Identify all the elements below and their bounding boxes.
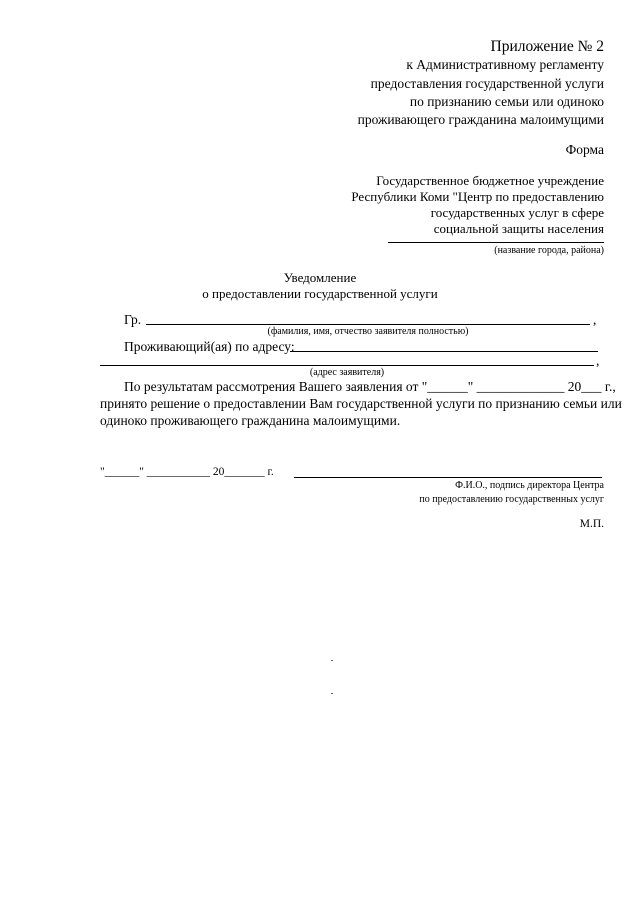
signature-date: "______" ___________ 20_______ г. xyxy=(100,466,274,478)
city-caption: (название города, района) xyxy=(494,245,604,256)
scan-speck xyxy=(331,660,333,661)
citizen-name-line xyxy=(146,324,590,325)
scan-speck xyxy=(331,693,333,694)
city-line xyxy=(388,242,604,243)
notice-title: Уведомление xyxy=(283,270,357,285)
citizen-comma: , xyxy=(593,312,597,327)
notice-subtitle: о предоставлении государственной услуги xyxy=(202,286,438,301)
appendix-line: по признанию семьи или одиноко xyxy=(409,94,604,109)
stamp-label: М.П. xyxy=(579,518,604,530)
address-caption: (адрес заявителя) xyxy=(309,367,385,378)
decision-line: По результатам рассмотрения Вашего заявления от "______" _____________ 20___ г., xyxy=(124,379,616,394)
form-label: Форма xyxy=(565,142,604,157)
citizen-caption: (фамилия, имя, отчество заявителя полностью) xyxy=(267,326,469,337)
signature-caption: по предоставлению государственных услуг xyxy=(419,494,604,505)
decision-line: одиноко проживающего гражданина малоимущими. xyxy=(100,413,401,428)
institution-line: государственных услуг в сфере xyxy=(430,205,604,220)
citizen-label: Гр. xyxy=(124,312,142,327)
appendix-line: к Административному регламенту xyxy=(406,57,604,72)
appendix-line: предоставления государственной услуги xyxy=(370,76,604,91)
signature-caption: Ф.И.О., подпись директора Центра xyxy=(455,480,604,491)
institution-line: Республики Коми "Центр по предоставлению xyxy=(351,189,604,204)
appendix-line: проживающего гражданина малоимущими xyxy=(357,112,604,127)
appendix-title: Приложение № 2 xyxy=(490,38,604,55)
signature-line xyxy=(294,477,602,478)
address-comma: , xyxy=(596,353,600,368)
address-line-2 xyxy=(100,365,594,366)
decision-line: принято решение о предоставлении Вам государственной услуги по признанию семьи или xyxy=(100,396,622,411)
institution-line: Государственное бюджетное учреждение xyxy=(376,173,604,188)
institution-line: социальной защиты населения xyxy=(433,221,604,236)
address-label: Проживающий(ая) по адресу: xyxy=(124,339,295,354)
address-line-1 xyxy=(290,351,598,352)
